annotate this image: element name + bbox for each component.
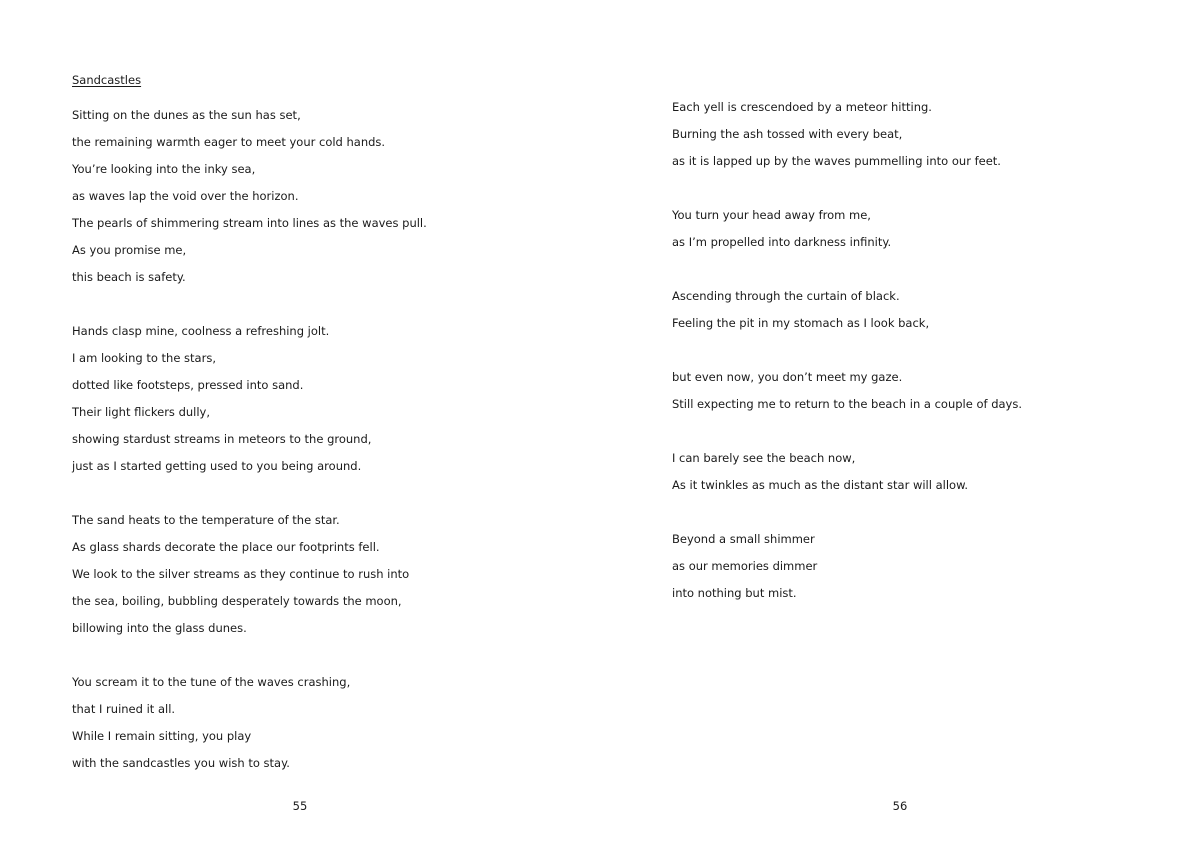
poem-line: Their light flickers dully, xyxy=(72,405,211,419)
poem-line: Hands clasp mine, coolness a refreshing jolt. xyxy=(72,324,330,338)
poem-line: as it is lapped up by the waves pummelling into our feet. xyxy=(672,154,1001,168)
poem-line: that I ruined it all. xyxy=(72,702,176,716)
poem-line: Sitting on the dunes as the sun has set, xyxy=(72,108,301,122)
stanza-break xyxy=(672,261,1172,288)
stanza-break xyxy=(672,423,1172,450)
poem-line: showing stardust streams in meteors to the ground, xyxy=(72,432,372,446)
poem-line: I can barely see the beach now, xyxy=(672,451,856,465)
right-poem-body xyxy=(672,99,1172,612)
poem-line: Each yell is crescendoed by a meteor hitting. xyxy=(672,100,932,114)
poem-line: Burning the ash tossed with every beat, xyxy=(672,127,903,141)
poem-line: this beach is safety. xyxy=(72,270,186,284)
poem-line: as waves lap the void over the horizon. xyxy=(72,189,299,203)
poem-line: the remaining warmth eager to meet your cold hands. xyxy=(72,135,386,149)
poem-line: The pearls of shimmering stream into lines as the waves pull. xyxy=(72,216,427,230)
poem-line: As glass shards decorate the place our footprints fell. xyxy=(72,540,380,554)
stanza-break xyxy=(672,180,1172,207)
poem-line: We look to the silver streams as they continue to rush into xyxy=(72,567,410,581)
poem-line: as I’m propelled into darkness infinity. xyxy=(672,235,892,249)
poem-line: You turn your head away from me, xyxy=(672,208,871,222)
poem-line: As you promise me, xyxy=(72,243,187,257)
poem-line: as our memories dimmer xyxy=(672,559,818,573)
poem-line: Ascending through the curtain of black. xyxy=(672,289,900,303)
left-poem-body xyxy=(72,107,572,782)
poem-line: Feeling the pit in my stomach as I look back, xyxy=(672,316,930,330)
stanza-break xyxy=(72,485,572,512)
poem-title: Sandcastles xyxy=(72,73,142,87)
stanza-break xyxy=(72,296,572,323)
poem-line: billowing into the glass dunes. xyxy=(72,621,247,635)
poem-line: but even now, you don’t meet my gaze. xyxy=(672,370,903,384)
stanza-break xyxy=(72,647,572,674)
poem-line: Beyond a small shimmer xyxy=(672,532,815,546)
poem-line: I am looking to the stars, xyxy=(72,351,216,365)
poem-line: just as I started getting used to you being around. xyxy=(72,459,362,473)
stanza-break xyxy=(672,342,1172,369)
poem-line: with the sandcastles you wish to stay. xyxy=(72,756,290,770)
poem-line: You scream it to the tune of the waves crashing, xyxy=(72,675,351,689)
right-page xyxy=(600,0,1200,849)
poem-line: As it twinkles as much as the distant star will allow. xyxy=(672,478,969,492)
poem-line: into nothing but mist. xyxy=(672,586,797,600)
poem-line: The sand heats to the temperature of the star. xyxy=(72,513,340,527)
poem-line: While I remain sitting, you play xyxy=(72,729,252,743)
poem-line: the sea, boiling, bubbling desperately towards the moon, xyxy=(72,594,402,608)
stanza-break xyxy=(672,504,1172,531)
poem-line: You’re looking into the inky sea, xyxy=(72,162,256,176)
page-number: 55 xyxy=(292,799,308,813)
poem-line: Still expecting me to return to the beach in a couple of days. xyxy=(672,397,1022,411)
page-number: 56 xyxy=(892,799,908,813)
poem-line: dotted like footsteps, pressed into sand. xyxy=(72,378,304,392)
